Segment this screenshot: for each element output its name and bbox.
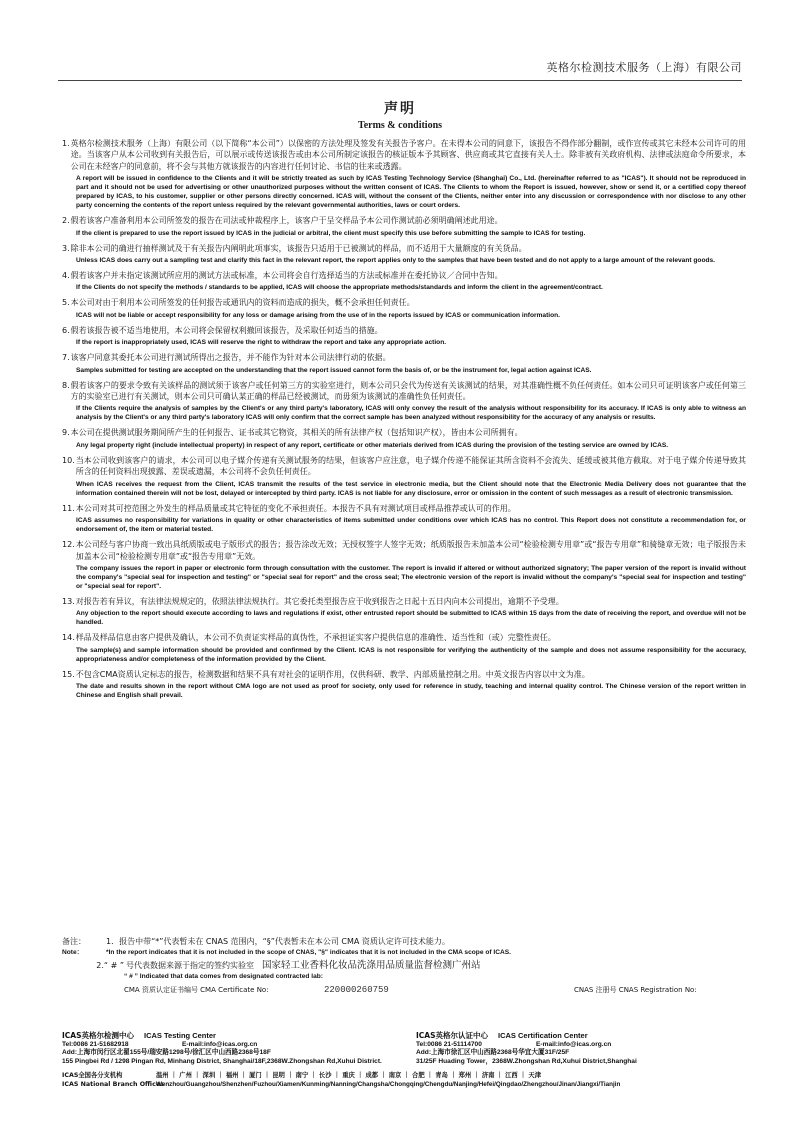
term-en-text: If the Clients do not specify the methods / standards to be applied, ICAS will choose the appropriate methods/standards and inform the client in the agreement/contract. <box>76 284 603 292</box>
term-cn-text: 假若该报告被不适当地使用，本公司将会保留权利撤回该报告，及采取任何适当的措施。 <box>70 325 383 335</box>
term-cn <box>62 243 746 254</box>
note-1-cn: 1．报告中带“*”代表暂未在 CNAS 范围内，“§”代表暂未在本公司 CMA 资质认定许可技术能力。 <box>106 937 450 946</box>
term-cn-text: 当本公司收到该客户的请求，本公司可以电子媒介传递有关测试服务的结果，但该客户应注意，电子媒介传递不能保证其所含资料不会流失、延缓或被其他方截取。对于电子媒介传递导致其所含的任何资料出现披露、差误或遗漏，本公司将不会负任何责任。 <box>75 455 746 477</box>
term-item <box>62 632 746 663</box>
term-en-text: The sample(s) and sample information should be provided and confirmed by the Client. ICAS is not responsible for verifying the authenticity of the sample and does not assume responsibility for the accuracy, appropriateness and/or completeness of the information provided by the Client. <box>76 646 746 663</box>
branches-cn-row <box>62 1072 746 1080</box>
term-number: 11. <box>62 503 75 513</box>
branches-label-cn: ICAS全国各分支机构 <box>62 1072 123 1080</box>
cnas-label: CNAS 注册号 CNAS Registration No: <box>574 986 697 994</box>
term-number: 7. <box>62 353 70 363</box>
term-cn <box>62 596 746 607</box>
cma-label: CMA 资质认定证书编号 CMA Certificate No: <box>124 986 269 994</box>
term-number: 12. <box>62 540 75 550</box>
cert-row <box>124 985 746 995</box>
term-item <box>62 503 746 534</box>
term-en-text: Samples submitted for testing are accepted on the understanding that the report issued cannot form the basis of, or be the instrument for, legal action against ICAS. <box>76 366 592 374</box>
term-cn-text: 对报告若有异议，有法律法规规定的，依照法律法规执行。其它委托类型报告应于收到报告之日起十五日内向本公司提出，逾期不予受理。 <box>75 596 564 606</box>
term-cn <box>62 455 746 478</box>
branches-en-row <box>62 1081 746 1089</box>
term-item <box>62 539 746 591</box>
term-cn-text: 英格尔检测技术服务（上海）有限公司（以下简称“本公司”）以保密的方法处理及签发有关报告予客户。在未得本公司的同意下，该报告不得作部分翻制，或作宣传或其它未经本公司许可的用途。当该客户从本公司收到有关报告后，可以展示或传送该报告或由本公司所制定该报告的核证版本予其顾客、供应商或其它直接有关人士。除非被有关政府机构、法律或法庭命令所要求，本公司在未经客户的同意前，将不会与其他方就该报告的内容进行任何讨论、书信的往来或透露。 <box>70 139 746 171</box>
term-en-text: A report will be issued in confidence to the Clients and it will be strictly treated as such by ICAS Testing Technology Service (Shanghai) Co., Ltd. (hereinafter referred to as "ICAS"). It should not be reproduced in part and it should not be used for advertising or other unauthorized purposes without the written consent of ICAS. The Clients to whom the Report is issued, however, show or send it, or a certified copy thereof prepared by ICAS, to his customer, supplier or other persons directly concerned. ICAS will, without the consent of the Clients, neither enter into any discussion or correspondence with nor disclose to any other party concerning the contents of the report unless required by the relevant governmental authorities, laws or court orders. <box>76 175 746 210</box>
term-number: 10. <box>62 455 75 465</box>
note-2-en: Indicated that data comes from designated contracted lab: <box>139 973 323 980</box>
testing-center-email: E-mail:info@icas.org.cn <box>182 1040 258 1048</box>
terms-list <box>62 138 746 705</box>
term-en-text: If the client is prepared to use the report issued by ICAS in the judicial or arbitral, the client must specify this use before submitting the sample to ICAS for testing. <box>76 229 586 237</box>
term-en-text: Unless ICAS does carry out a sampling test and clarify this fact in the relevant report, the report applies only to the samples that have been tested and do not apply to a large amount of the relevant goods. <box>76 257 715 265</box>
company-header: 英格尔检测技术服务（上海）有限公司 <box>546 61 742 74</box>
testing-center <box>62 1032 392 1066</box>
term-en-text: Any legal property right (include intellectual property) in respect of any report, certificate or other materials derived from ICAS during the provision of the testing service are owned by ICAS. <box>76 441 669 449</box>
note-label-en: Note： <box>62 949 84 956</box>
testing-center-addr-cn: Add:上海市闵行区北翟155号/瑞安路1298号/徐汇区中山西路2368号18F <box>62 1049 271 1057</box>
branches-cities-en: Wenzhou/Guangzhou/Shenzhen/Fuzhou/Xiamen/Kunming/Nanning/Changsha/Chongqing/Chengdu/Nanjing/Hefei/Qingdao/Zhengzhou/Jinan/Jiangxi/Tianjin <box>156 1080 621 1088</box>
note-label-cn: 备注： <box>62 937 86 946</box>
note-2-cn: 号代表数据来源于指定的签约实验室 <box>126 961 254 970</box>
term-cn-text: 样品及样品信息由客户提供及确认，本公司不负责证实样品的真伪性，不承担证实客户提供信息的准确性、适当性和（或）完整性责任。 <box>75 633 556 643</box>
term-item <box>62 455 746 498</box>
term-number: 9. <box>62 428 70 438</box>
term-item <box>62 352 746 374</box>
term-en-text: ICAS will not be liable or accept responsibility for any loss or damage arising from the use of in the reports issued by ICAS or communication information. <box>76 311 560 319</box>
term-cn-text: 假若该客户的要求令致有关该样品的测试须于该客户或任何第三方的实验室进行，则本公司只会代为传送有关该测试的结果，对其准确性概不负任何责任。如本公司只可证明该客户或任何第三方的实验室已进行有关测试，则本公司只可确认某正确的样品已经被测试，而毋须为该测试的准确性负任何责任。 <box>70 380 746 402</box>
term-item <box>62 297 746 319</box>
term-item <box>62 270 746 292</box>
term-item <box>62 427 746 449</box>
term-cn <box>62 427 746 438</box>
header-rule <box>58 80 742 81</box>
contracted-lab-name: 国家轻工业香料化妆品洗涤用品质量监督检测广州站 <box>262 960 481 971</box>
term-number: 2. <box>62 216 70 226</box>
branches-label-en: ICAS National Branch Offices <box>62 1080 164 1088</box>
term-en-text: If the Clients require the analysis of samples by the Client's or any third party's laboratory, ICAS will only convey the result of the analysis without responsibility for its accuracy. If ICAS is only able to witness an analysis by the Client's or any third party's laboratory ICAS will only confirm that the correct sample has been analyzed without responsibility for the accuracy of any analysis or results. <box>76 405 746 422</box>
term-item <box>62 243 746 265</box>
term-cn-text: 假若该客户准备利用本公司所签发的报告在司法或仲裁程序上，该客户于呈交样品予本公司作测试前必须明确阐述此用途。 <box>70 216 503 226</box>
term-cn <box>62 503 746 514</box>
term-item <box>62 215 746 237</box>
branches-cities-cn: 温州 ｜ 广州 ｜ 深圳 ｜ 福州 ｜ 厦门 ｜ 昆明 ｜ 南宁 ｜ 长沙 ｜ 重庆 ｜ 成都 ｜ 南京 ｜ 合肥 ｜ 青岛 ｜ 郑州 ｜ 济南 ｜ 江西 ｜ 天津 <box>156 1072 541 1080</box>
term-en-text: If the report is inappropriately used, ICAS will reserve the right to withdraw the report and take any appropriate action. <box>76 339 447 347</box>
term-item <box>62 380 746 423</box>
term-cn <box>62 215 746 226</box>
term-cn <box>62 352 746 363</box>
note-2 <box>62 960 746 972</box>
title-en: Terms & conditions <box>357 120 443 131</box>
certification-center-email: E-mail:info@icas.org.cn <box>536 1040 612 1048</box>
testing-center-tel: Tel:0086 21-51682918 <box>62 1040 129 1048</box>
notes-section <box>62 936 746 995</box>
certification-center-tel: Tel:0086 21-51114700 <box>416 1040 482 1048</box>
testing-center-en: ICAS Testing Center <box>144 1031 216 1040</box>
note-1 <box>62 936 746 947</box>
term-cn <box>62 138 746 172</box>
centers-row <box>62 1032 746 1066</box>
term-en-text: ICAS assumes no responsibility for variations in quality or other characteristics of items submitted under conditions over which ICAS has no control. This Report does not constitute a recommendation for, or endorsement of, the item or material tested. <box>76 517 746 534</box>
term-number: 5. <box>62 298 70 308</box>
term-item <box>62 596 746 627</box>
testing-center-addr-en: 155 Pingbei Rd / 1298 Pingan Rd, Minhang District, Shanghai/18F,2368W.Zhongshan Rd,Xuhui District. <box>62 1057 382 1065</box>
term-cn <box>62 270 746 281</box>
term-cn <box>62 380 746 403</box>
note-2-label: 2.“ # ” <box>96 961 124 970</box>
term-cn-text: 假若该客户并未指定该测试所应用的测试方法或标准，本公司将会自行选择适当的方法或标准并在委托协议／合同中告知。 <box>70 271 503 281</box>
term-cn <box>62 297 746 308</box>
term-cn <box>62 669 746 680</box>
term-cn-text: 不包含CMA资质认定标志的报告，检测数据和结果不具有对社会的证明作用，仅供科研、教学、内部质量控制之用。中英文报告内容以中文为准。 <box>75 669 590 679</box>
certification-center <box>416 1032 746 1066</box>
term-number: 6. <box>62 325 70 335</box>
term-en-text: When ICAS receives the request from the Client, ICAS transmit the results of the test service in electronic media, but the Client should note that the Electronic Media Delivery does not guarantee that the information contained therein will not be lost, delayed or intercepted by third party. ICAS is not liable for any disclosure, error or omission in the content of such messages as a result of electronic transmission. <box>76 480 746 497</box>
term-number: 14. <box>62 633 75 643</box>
term-cn-text: 本公司经与客户协商一致出具纸质版或电子版形式的报告；报告涂改无效；无授权签字人签字无效；纸质版报告未加盖本公司“检验检测专用章”或“报告专用章”和骑缝章无效；电子版报告未加盖本公司“检验检测专用章”或“报告专用章”无效。 <box>75 540 746 561</box>
note-2-en-label: “ # ” <box>124 973 138 980</box>
term-cn-text: 本公司对其可控范围之外发生的样品质量或其它特征的变化不承担责任。本报告不具有对测试项目或样品推荐或认可的作用。 <box>75 503 516 513</box>
term-number: 3. <box>62 243 70 253</box>
term-number: 4. <box>62 271 70 281</box>
term-item <box>62 669 746 700</box>
term-item <box>62 138 746 210</box>
certification-center-en: ICAS Certification Center <box>498 1031 588 1040</box>
term-cn-text: 本公司在提供测试服务期间所产生的任何报告、证书或其它物资，其相关的所有法律产权（包括知识产权），皆由本公司所拥有。 <box>70 428 523 438</box>
term-number: 13. <box>62 596 75 606</box>
term-cn-text: 该客户同意其委托本公司进行测试所得出之报告，并不能作为针对本公司法律行动的依据。 <box>70 353 391 363</box>
certification-center-cn: ICAS英格尔认证中心 <box>416 1031 489 1040</box>
title-block <box>0 98 800 131</box>
term-en-text: Any objection to the report should execute according to laws and regulations if exist, other entrusted report should be submitted to ICAS within 15 days from the date of receiving the report, and overdue will not be handled. <box>76 610 746 627</box>
term-item <box>62 325 746 347</box>
term-number: 15. <box>62 669 75 679</box>
cma-number: 220000260759 <box>324 985 389 995</box>
certification-center-addr-cn: Add:上海市徐汇区中山西路2368号华宜大厦31F/25F <box>416 1049 570 1057</box>
title-cn: 声明 <box>384 101 416 117</box>
term-cn <box>62 632 746 643</box>
testing-center-cn: ICAS英格尔检测中心 <box>62 1031 135 1040</box>
certification-center-addr-en: 31/25F Huading Tower，2368W.Zhongshan Rd,Xuhui District,Shanghai <box>416 1057 637 1065</box>
note-1-en: *In the report indicates that it is not included in the scope of CNAS, "§" indicates that it is not included in the CMA scope of ICAS. <box>106 949 511 956</box>
term-number: 8. <box>62 380 70 390</box>
term-en-text: The company issues the report in paper or electronic form through consultation with the customer. The report is invalid if altered or without authorized signatory; The paper version of the report is invalid without the company's "special seal for inspection and testing" or "special seal for report" and the cross seal; The electronic version of the report is invalid without the company's "special seal for inspection and testing" or "special seal for report". <box>76 564 746 590</box>
note-1-en-line <box>62 947 746 958</box>
term-cn-text: 除非本公司的确进行抽样测试及于有关报告内阐明此项事实，该报告只适用于已被测试的样品，而不适用于大量额度的有关货品。 <box>70 243 527 253</box>
term-number: 1. <box>62 139 70 148</box>
term-cn <box>62 325 746 336</box>
branches <box>62 1072 746 1089</box>
term-cn <box>62 539 746 562</box>
note-2-en-line <box>124 972 746 982</box>
footer <box>62 1032 746 1089</box>
term-cn-text: 本公司对由于利用本公司所签发的任何报告或通讯内的资料而造成的损失，概不会承担任何责任。 <box>70 298 415 308</box>
term-en-text: The date and results shown in the report without CMA logo are not used as proof for society, only used for reference in study, teaching and internal quality control. The Chinese version of the report written in Chinese and English shall prevail. <box>76 683 746 700</box>
